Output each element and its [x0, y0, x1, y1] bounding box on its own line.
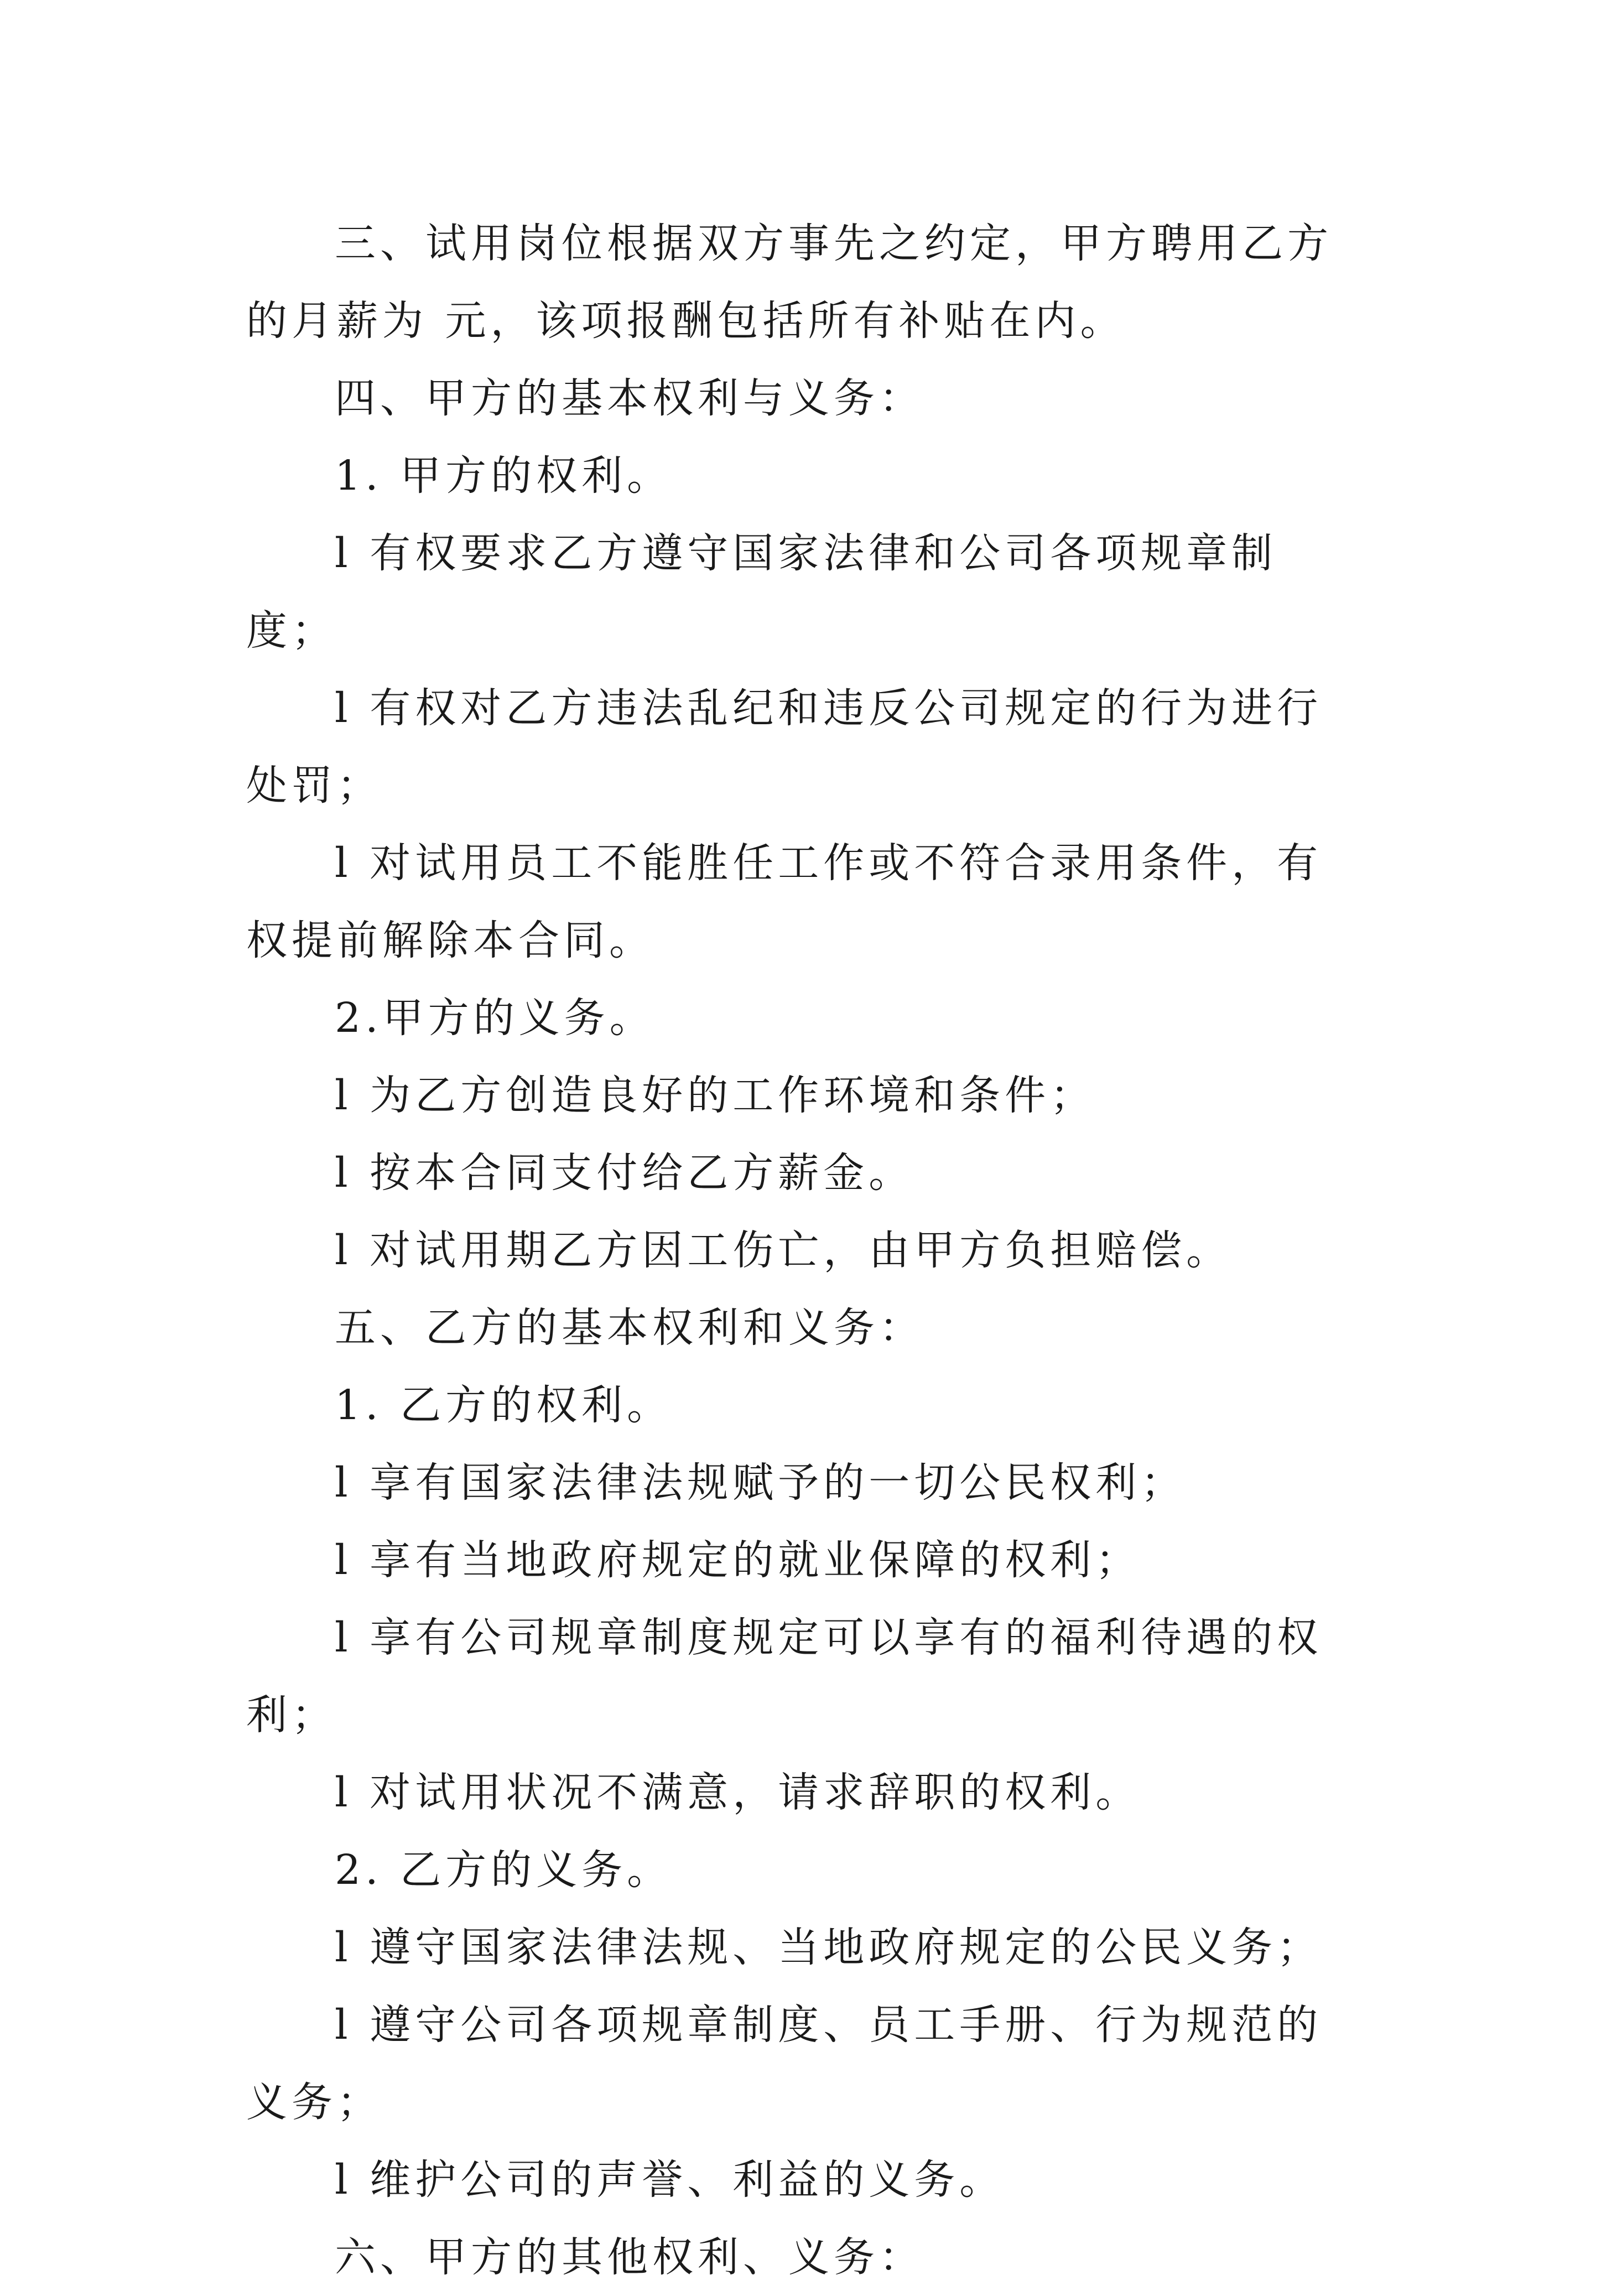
subheading-party-b-rights: 1. 乙方的权利。 — [335, 1381, 673, 1429]
subheading-party-a-duties: 2.甲方的义务。 — [335, 994, 655, 1042]
list-item: l 对试用状况不满意，请求辞职的权利。 — [335, 1769, 1141, 1816]
list-item: l 为乙方创造良好的工作环境和条件； — [335, 1072, 1096, 1119]
list-item: l 享有公司规章制度规定可以享有的福利待遇的权利； — [246, 1614, 1323, 1739]
heading-party-a-other-rights: 六、甲方的其他权利、义务： — [335, 2233, 924, 2281]
list-item: l 遵守公司各项规章制度、员工手册、行为规范的义务； — [246, 2001, 1323, 2126]
document-body — [246, 205, 1364, 2296]
list-item: l 享有当地政府规定的就业保障的权利； — [335, 1536, 1141, 1584]
list-item: l 遵守国家法律法规、当地政府规定的公民义务； — [335, 1924, 1323, 1971]
list-item: l 有权要求乙方遵守国家法律和公司各项规章制度； — [246, 529, 1277, 654]
heading-party-b-rights-duties: 五、乙方的基本权利和义务： — [335, 1304, 924, 1352]
heading-party-a-rights-duties: 四、甲方的基本权利与义务： — [335, 375, 924, 422]
list-item: l 有权对乙方违法乱纪和违反公司规定的行为进行处罚； — [246, 684, 1323, 809]
subheading-party-b-duties: 2. 乙方的义务。 — [335, 1846, 673, 1894]
list-item: l 按本合同支付给乙方薪金。 — [335, 1149, 914, 1197]
list-item: l 享有国家法律法规赋予的一切公民权利； — [335, 1459, 1187, 1507]
list-item: l 对试用员工不能胜任工作或不符合录用条件，有权提前解除本合同。 — [246, 839, 1323, 964]
subheading-party-a-rights: 1. 甲方的权利。 — [335, 452, 673, 500]
list-item: l 对试用期乙方因工伤亡，由甲方负担赔偿。 — [335, 1227, 1232, 1274]
paragraph-salary-clause: 三、试用岗位根据双方事先之约定，甲方聘用乙方的月薪为 元，该项报酬包括所有补贴在内。 — [246, 220, 1333, 345]
list-item: l 维护公司的声誉、利益的义务。 — [335, 2156, 1005, 2204]
